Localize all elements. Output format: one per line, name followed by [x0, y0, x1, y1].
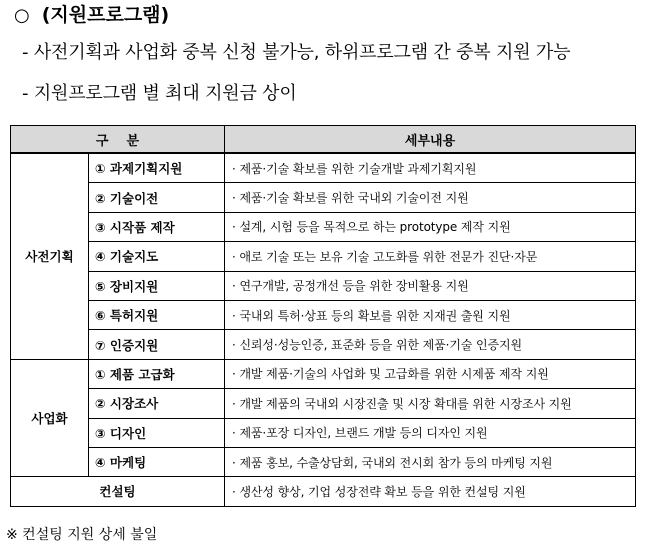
section-heading [14, 0, 169, 27]
footnote: ※ 컨설팅 지원 상세 불일 [6, 527, 158, 543]
program-desc: · 신뢰성·성능인증, 표준화 등을 위한 제품·기술 인증지원 [225, 330, 636, 359]
program-item: ② 시장조사 [89, 389, 225, 418]
header-category: 구 분 [11, 126, 225, 154]
program-table [10, 125, 636, 507]
program-item: ② 기술이전 [89, 183, 225, 212]
table-row [11, 300, 636, 329]
program-item: ① 과제기획지원 [89, 153, 225, 183]
program-item: ③ 시작품 제작 [89, 212, 225, 241]
program-item: ① 제품 고급화 [89, 359, 225, 388]
program-desc: · 제품·포장 디자인, 브랜드 개발 등의 디자인 지원 [225, 418, 636, 447]
header-detail: 세부내용 [225, 126, 636, 154]
table-row [11, 242, 636, 271]
table-row [11, 359, 636, 388]
table-row [11, 477, 636, 506]
program-desc: · 제품·기술 확보를 위한 기술개발 과제기획지원 [225, 153, 636, 183]
consulting-name: 컨설팅 [11, 477, 225, 506]
program-desc: · 연구개발, 공정개선 등을 위한 장비활용 지원 [225, 271, 636, 300]
bullet-line: - 사전기획과 사업화 중복 신청 불가능, 하위프로그램 간 중복 지원 가능 [22, 42, 571, 63]
program-item: ③ 디자인 [89, 418, 225, 447]
program-desc: · 애로 기술 또는 보유 기술 고도화를 위한 전문가 진단·자문 [225, 242, 636, 271]
program-desc: · 개발 제품·기술의 사업화 및 고급화를 위한 시제품 제작 지원 [225, 359, 636, 388]
table-row [11, 389, 636, 418]
program-desc: · 국내외 특허·상표 등의 확보를 위한 지재권 출원 지원 [225, 300, 636, 329]
table-row [11, 330, 636, 359]
table-row [11, 447, 636, 476]
table-row [11, 153, 636, 183]
program-desc: · 제품 홍보, 수출상담회, 국내외 전시회 참가 등의 마케팅 지원 [225, 447, 636, 476]
program-desc: · 설계, 시험 등을 목적으로 하는 prototype 제작 지원 [225, 212, 636, 241]
bullet-line: - 지원프로그램 별 최대 지원금 상이 [22, 83, 297, 104]
section-title: (지원프로그램) [41, 4, 170, 26]
group-name: 사업화 [11, 359, 89, 477]
table-row [11, 183, 636, 212]
program-desc: · 제품·기술 확보를 위한 국내외 기술이전 지원 [225, 183, 636, 212]
program-item: ⑥ 특허지원 [89, 300, 225, 329]
circle-bullet-icon: ○ [14, 5, 30, 26]
table-row [11, 271, 636, 300]
program-item: ④ 기술지도 [89, 242, 225, 271]
table-row [11, 418, 636, 447]
program-desc: · 개발 제품의 국내외 시장진출 및 시장 확대를 위한 시장조사 지원 [225, 389, 636, 418]
table-header-row [11, 126, 636, 154]
program-item: ⑦ 인증지원 [89, 330, 225, 359]
table-row [11, 212, 636, 241]
consulting-desc: · 생산성 향상, 기업 성장전략 확보 등을 위한 컨설팅 지원 [225, 477, 636, 506]
group-name: 사전기획 [11, 153, 89, 359]
program-item: ⑤ 장비지원 [89, 271, 225, 300]
program-item: ④ 마케팅 [89, 447, 225, 476]
